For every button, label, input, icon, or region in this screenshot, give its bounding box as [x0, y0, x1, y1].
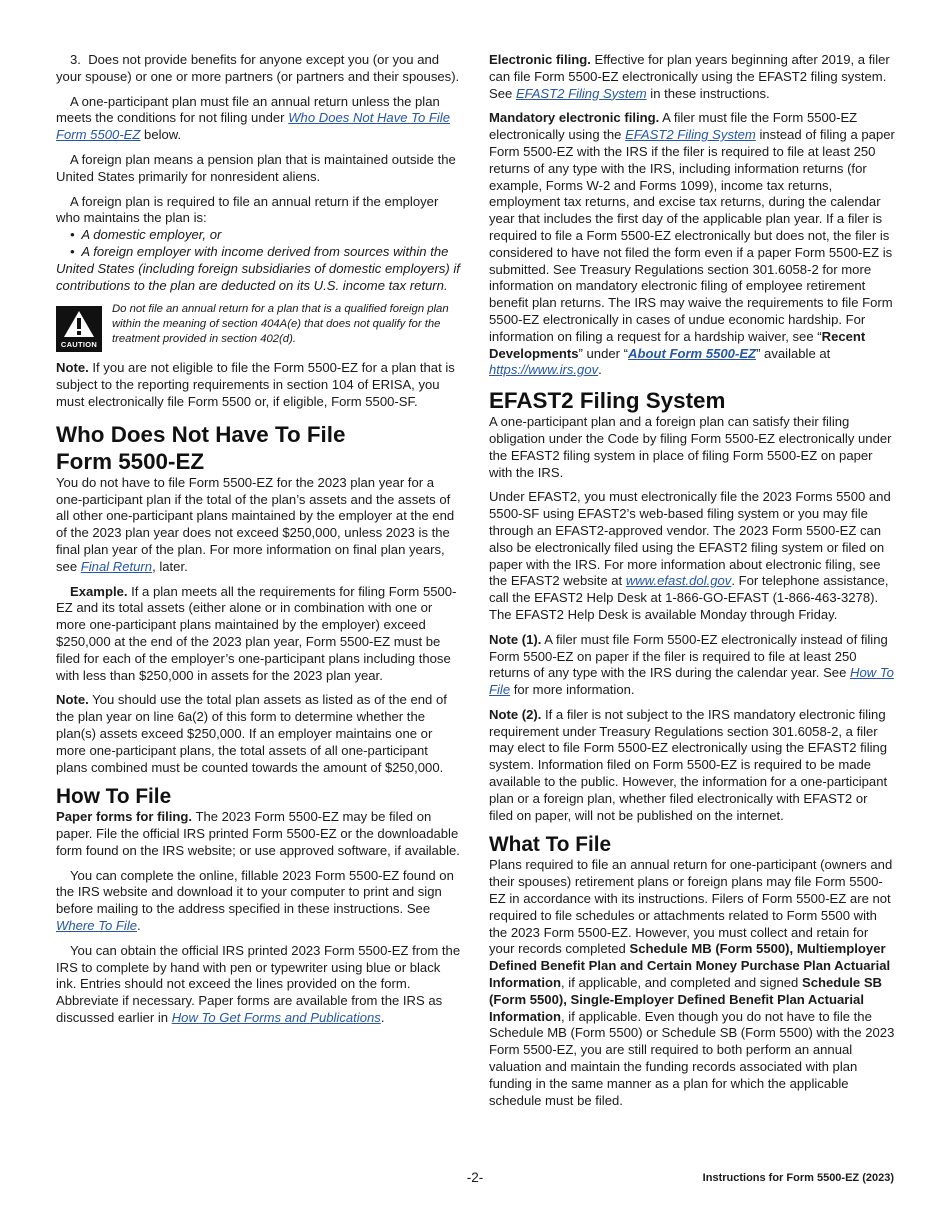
link-where-to-file[interactable]: Where To File: [56, 918, 138, 934]
example-lead: Example.: [70, 583, 128, 599]
text-run: Effective for plan years beginning after 2019, a filer can file Form 5500-EZ electronically using the EFAST2 filing system. See: [489, 52, 890, 101]
left-column: [56, 52, 462, 1035]
paragraph-example: [56, 584, 462, 685]
heading-line: Who Does Not Have To File: [56, 421, 346, 447]
heading-efast2-filing-system: EFAST2 Filing System: [489, 388, 726, 414]
text-run: ” under “: [578, 345, 629, 361]
paragraph-one-participant: [56, 94, 462, 144]
paragraph-what-to-file: [489, 857, 895, 1109]
text-run: A foreign plan is required to file an annual return if the employer who maintains the plan is:: [56, 193, 439, 226]
link-efast-dol-gov[interactable]: www.efast.dol.gov: [625, 573, 732, 589]
heading-what-to-file: What To File: [489, 833, 612, 857]
schedule-mb: Schedule MB (Form 5500), Multiemployer Defined Benefit Plan and Certain Money Purchase Plan Actuarial Information: [489, 941, 891, 991]
link-final-return[interactable]: Final Return: [80, 558, 153, 574]
paragraph-under-efast2: [489, 489, 895, 623]
paragraph-obtain-official: [56, 943, 462, 1027]
caution-icon: [56, 306, 102, 352]
bullet-foreign-employer: • A foreign employer with income derived from sources within the United States (including foreign subsidiaries of domestic employers) if contributions to the plan are deducted on its U.S. income tax return.: [56, 243, 460, 293]
text-run: instead of filing a paper Form 5500-EZ with the IRS if the filer is required to file at least 250 returns of any type with the IRS, including information returns (for example, Forms W-2 and Forms 1099), income tax returns, employment tax returns, and excise tax returns, during the calendar year that includes the first day of the applicable plan year. If a filer is required to file a Form 5500-EZ electronically but does not, the filer is considered to have not filed the form even if a paper Form 5500-EZ is submitted. See Treasury Regulations section 301.6058-2 for more information on mandatory electronic filing of employee retirement benefit plan returns. The IRS may waive the requirements to file Form 5500-EZ electronically in cases of undue economic hardship. For information on filing a request for a hardship waiver, see “: [489, 127, 895, 344]
text-run: ” available at: [756, 345, 831, 361]
note-lead: Note (1).: [489, 631, 542, 647]
paragraph-who-not-file: [56, 475, 462, 576]
text-run: If a filer is not subject to the IRS mandatory electronic filing requirement under Treasury Regulations section 301.6058-2, a filer may elect to file Form 5500-EZ electronically using the EFAST2 filing system. Information filed on Form 5500-EZ is required to be made available to the public. However, the information for a one-participant plan or a foreign plan, whether filed electronically with EFAST2 or filed on paper, will not be published on the internet.: [489, 706, 888, 823]
text-run: Under EFAST2, you must electronically file the 2023 Forms 5500 and 5500-SF using EFAST2’s web-based filing system or you may file through an EFAST2-approved vendor. The 2023 Form 5500-EZ can also be electronically filed using the EFAST2 filing system or filed on paper with the IRS. For more information about electronic filing, see the EFAST2 website at: [489, 489, 891, 589]
caution-text: Do not file an annual return for a plan that is a qualified foreign plan within the meaning of section 404A(e) that does not qualify for the treatment provided in section 402(d).: [112, 303, 449, 346]
note-2: [489, 707, 895, 825]
text-run: , if applicable, and completed and signed: [561, 975, 802, 991]
paragraph-online-fillable: [56, 868, 462, 935]
text-run: . For telephone assistance, call the EFAST2 Help Desk at 1-866-GO-EFAST (1-866-463-3278). The EFAST2 Help Desk is available Monday through Friday.: [489, 573, 889, 622]
note-lead: Note.: [56, 360, 89, 376]
paragraph-paper-forms: [56, 809, 462, 859]
efiling-lead: Electronic filing.: [489, 52, 591, 67]
text-run: for more information.: [510, 682, 635, 698]
note-total-assets: [56, 692, 462, 776]
recent-developments: Recent Developments: [489, 328, 866, 361]
text-run: , if applicable. Even though you do not have to file the Schedule MB (Form 5500) or Schedule SB (Form 5500) with the 2023 Form 5500-EZ, you are still required to both perform an annual valuation and maintain the funding records associated with plan funding in the same manner as a plan for which the applicable schedule must be filed.: [489, 1008, 895, 1108]
paragraph-efast2-satisfy: A one-participant plan and a foreign plan can satisfy their filing obligation under the Code by filing Form 5500-EZ electronically under the EFAST2 filing system in place of filing Form 5500-EZ on paper with the IRS.: [489, 414, 892, 480]
paragraph-mandatory-electronic-filing: [489, 110, 895, 379]
link-how-to-file[interactable]: How To File: [489, 665, 894, 698]
paper-lead: Paper forms for filing.: [56, 809, 193, 825]
schedule-sb: Schedule SB (Form 5500), Single-Employer Defined Benefit Plan Actuarial Information: [489, 975, 883, 1024]
mandatory-lead: Mandatory electronic filing.: [489, 110, 660, 126]
link-about-form-5500-ez[interactable]: About Form 5500-EZ: [628, 345, 757, 361]
text-run: You do not have to file Form 5500-EZ for the 2023 plan year for a one-participant plan if the total of the plan’s assets and the assets of all other one-participant plans maintained by the employer at the end of the 2023 plan year does not exceed $250,000, unless 2023 is the final plan year of the plan. For more information on final plan years, see: [56, 474, 455, 574]
text-run: If a plan meets all the requirements for filing Form 5500-EZ and its total assets (either alone or in combination with one or more one-participant plans maintained by the employer) exceed $250,000 at the end of the 2023 plan year, Form 5500-EZ must be filed for each of the employer’s one-participant plans including those with less than $250,000 in assets for the 2023 plan year.: [56, 583, 457, 683]
link-efast2-filing-system[interactable]: EFAST2 Filing System: [515, 85, 647, 101]
link-efast2-filing-system-2[interactable]: EFAST2 Filing System: [625, 127, 756, 143]
link-irs-gov[interactable]: https://www.irs.gov: [489, 362, 599, 378]
paragraph-benefits: 3. Does not provide benefits for anyone except you (or you and your spouse) or one or more partners (or partners and their spouses).: [56, 52, 460, 84]
note-lead: Note (2).: [489, 706, 542, 722]
paragraph-foreign-plan-required: [56, 194, 462, 295]
text-run: A one-participant plan must file an annual return unless the plan meets the conditions for not filing under: [56, 93, 440, 126]
text-run: .: [380, 1010, 385, 1026]
text-run: The 2023 Form 5500-EZ may be filed on paper. File the official IRS printed Form 5500-EZ or the downloadable form found on the IRS website; or use approved software, if available.: [56, 809, 460, 858]
text-run: .: [598, 362, 602, 378]
text-run: A filer must file Form 5500-EZ electronically instead of filing Form 5500-EZ on paper if the filer is required to file at least 250 returns of any type with the IRS during the calendar year. See: [489, 631, 888, 681]
text-run: If you are not eligible to file the Form 5500-EZ for a plan that is subject to the reporting requirements in section 104 of ERISA, you must electronically file Form 5500 or, if eligible, Form 5500-SF.: [56, 360, 455, 409]
text-run: , later.: [152, 558, 188, 574]
text-run: below.: [140, 127, 182, 143]
page-number: -2-: [466, 1170, 484, 1185]
link-who-does-not-have-to-file[interactable]: Who Does Not Have To File Form 5500-EZ: [56, 110, 450, 143]
text-run: Plans required to file an annual return for one-participant (owners and their spouses) retirement plans or foreign plans may file Form 5500-EZ in accordance with its instructions. Filers of Form 5500-EZ are not required to file schedules or attachments related to Form 5500 with the 2023 Form 5500-EZ. However, you must collect and retain for your records completed: [489, 857, 893, 957]
text-run: in these instructions.: [646, 85, 770, 101]
heading-line: Form 5500-EZ: [56, 448, 205, 474]
link-how-to-get-forms[interactable]: How To Get Forms and Publications: [171, 1010, 381, 1026]
paragraph-foreign-plan-definition: A foreign plan means a pension plan that is maintained outside the United States primarily for nonresident aliens.: [56, 151, 456, 184]
note-lead: Note.: [56, 692, 89, 708]
text-run: .: [137, 918, 141, 934]
text-run: You should use the total plan assets as listed as of the end of the plan year on line 6a(2) of this form to determine whether the plan(s) assets exceed $250,000. If an employer maintains one or more one-participant plans, the total assets of all one-participant plans combined must be counted towards the amount of $250,000.: [56, 692, 447, 775]
caution-label: CAUTION: [60, 340, 98, 350]
text-run: You can complete the online, fillable 2023 Form 5500-EZ found on the IRS website and download it to your computer to print and sign before mailing to the address specified in these instructions. See: [56, 867, 454, 917]
note-not-eligible: [56, 360, 462, 410]
text-run: You can obtain the official IRS printed 2023 Form 5500-EZ from the IRS to complete by hand with pen or typewriter using blue or black ink. Entries should not exceed the lines provided on the form. Abbreviate if necessary. Paper forms are available from the IRS as discussed earlier in: [56, 942, 461, 1026]
right-column: [489, 52, 895, 1117]
bullet-domestic-employer: • A domestic employer, or: [70, 227, 222, 243]
heading-how-to-file: How To File: [56, 785, 172, 809]
paragraph-electronic-filing: [489, 52, 895, 102]
note-1: [489, 632, 895, 699]
heading-who-does-not-have-to-file: [56, 421, 462, 475]
caution-box: [56, 302, 462, 352]
footer-title: Instructions for Form 5500-EZ (2023): [702, 1172, 894, 1184]
text-run: A filer must file the Form 5500-EZ electronically using the: [489, 110, 858, 143]
